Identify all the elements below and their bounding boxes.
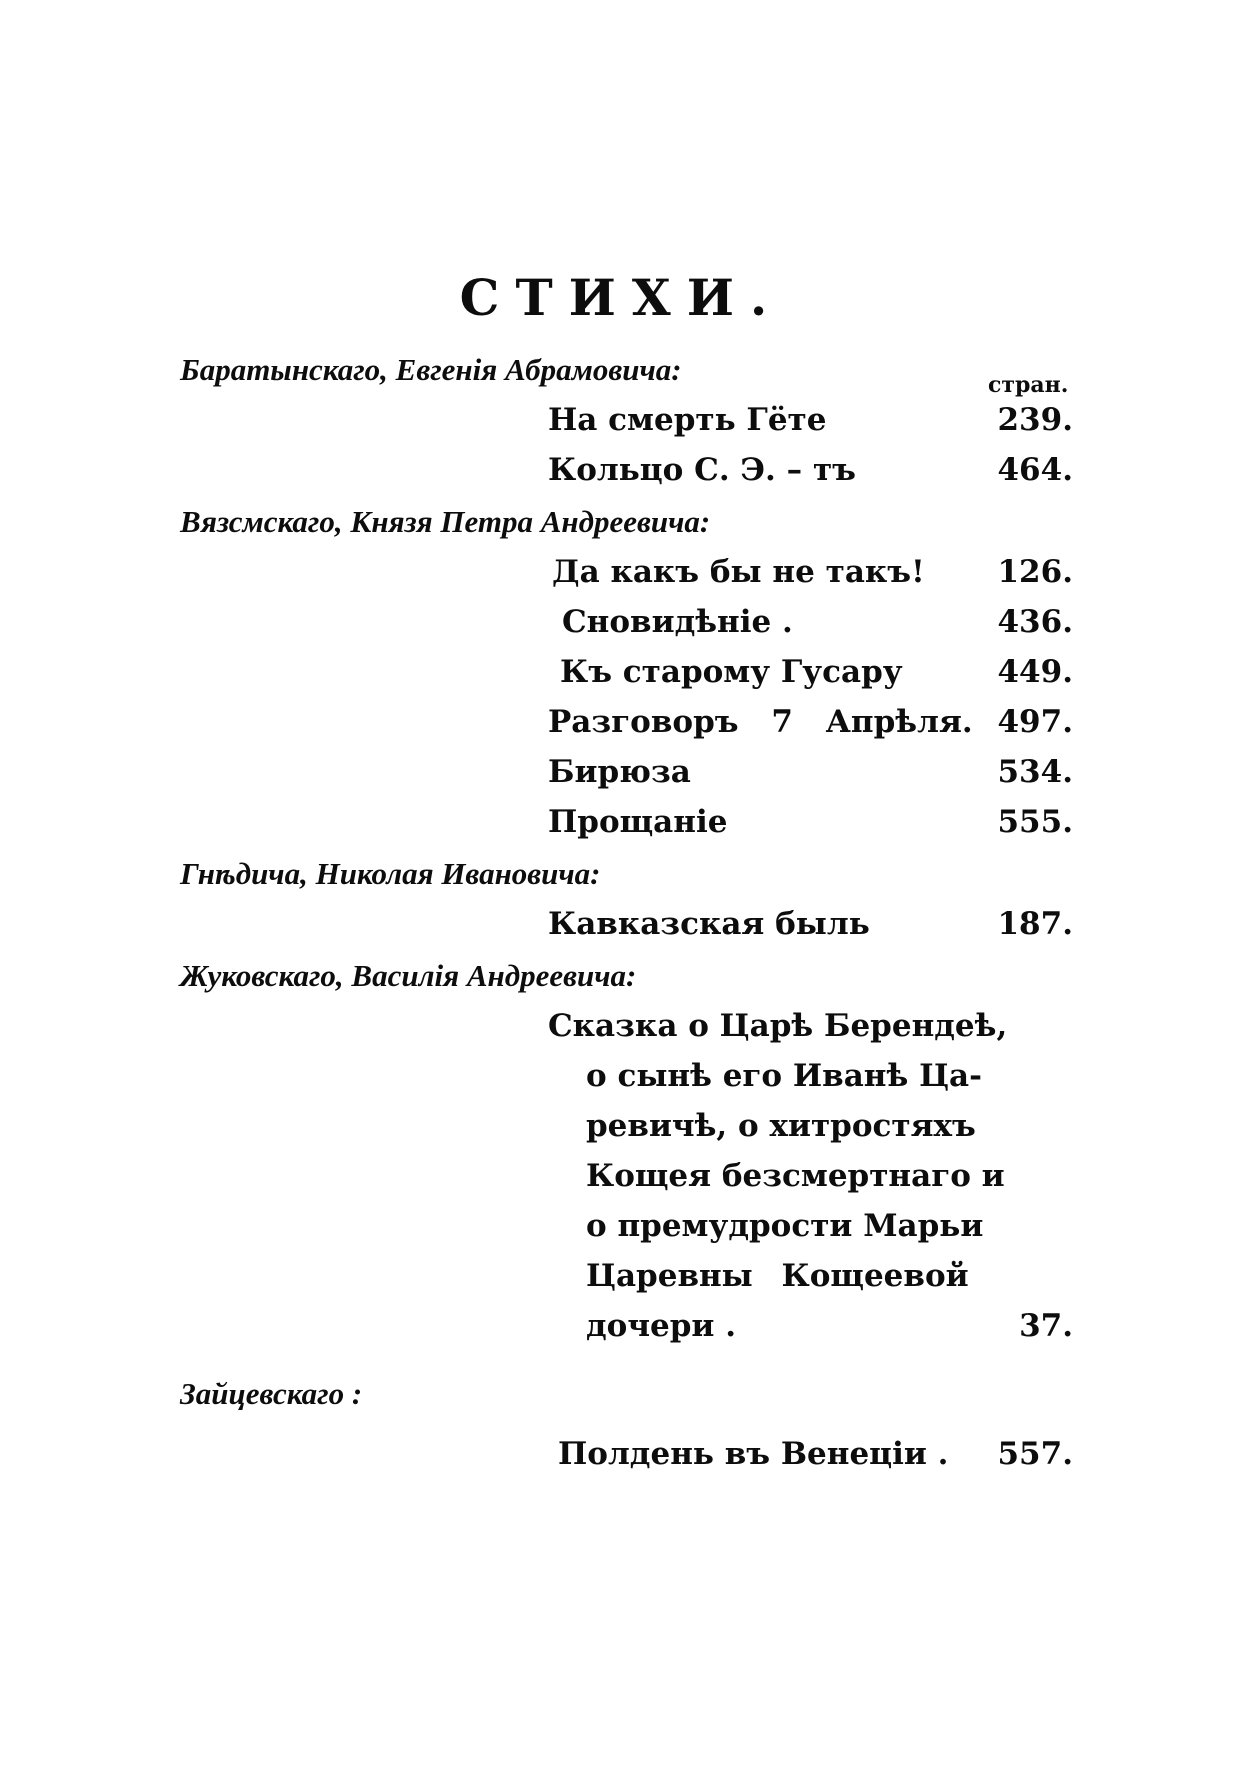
toc-entry-multiline xyxy=(0,1008,1259,1348)
entry-page: 464. xyxy=(997,452,1073,488)
entry-page: 557. xyxy=(997,1436,1073,1472)
author-heading: Жуковскаго, Василія Андреевича: xyxy=(180,958,637,993)
entry-page: 555. xyxy=(997,804,1073,840)
entry-title-line: Кощея безсмертнаго и xyxy=(586,1158,1005,1194)
entry-title-line: Царевны Кощеевой xyxy=(586,1258,969,1294)
author-heading: Вязсмскаго, Князя Петра Андреевича: xyxy=(180,504,711,539)
entry-page: 37. xyxy=(1019,1308,1073,1344)
entry-title: Бирюза xyxy=(548,754,691,790)
entry-page: 497. xyxy=(997,704,1073,740)
entry-title-line: о премудрости Марьи xyxy=(586,1208,984,1244)
entry-title: Кольцо С. Э. – тъ xyxy=(548,452,856,488)
entry-title: Прощаніе xyxy=(548,804,728,840)
author-heading: Баратынскаго, Евгенія Абрамовича: xyxy=(180,352,682,387)
entry-title: Да какъ бы не такъ! xyxy=(552,554,925,590)
entry-title-line: дочери . xyxy=(586,1308,737,1344)
entry-page: 187. xyxy=(997,906,1073,942)
entry-title-line: о сынѣ его Иванѣ Ца- xyxy=(586,1058,982,1094)
entry-title: На смерть Гёте xyxy=(548,402,827,438)
entry-title: Кавказская быль xyxy=(548,906,870,942)
entry-title-line: Сказка о Царѣ Берендеѣ, xyxy=(548,1008,1008,1044)
entry-page: 126. xyxy=(997,554,1073,590)
entry-page: 239. xyxy=(997,402,1073,438)
entry-title: Сновидѣніе . xyxy=(562,604,793,640)
section-title: СТИХИ. xyxy=(459,268,784,327)
page-column-header: стран. xyxy=(988,372,1069,398)
author-heading: Зайцевскаго : xyxy=(180,1376,363,1411)
entry-page: 449. xyxy=(997,654,1073,690)
entry-page: 436. xyxy=(997,604,1073,640)
entry-page: 534. xyxy=(997,754,1073,790)
entry-title: Къ старому Гусару xyxy=(560,654,903,690)
entry-title: Полдень въ Венеціи . xyxy=(558,1436,949,1472)
entry-title: Разговоръ 7 Апрѣля. xyxy=(548,704,973,740)
entry-title-line: ревичѣ, о хитростяхъ xyxy=(586,1108,976,1144)
author-heading: Гнѣдича, Николая Ивановича: xyxy=(180,856,601,891)
